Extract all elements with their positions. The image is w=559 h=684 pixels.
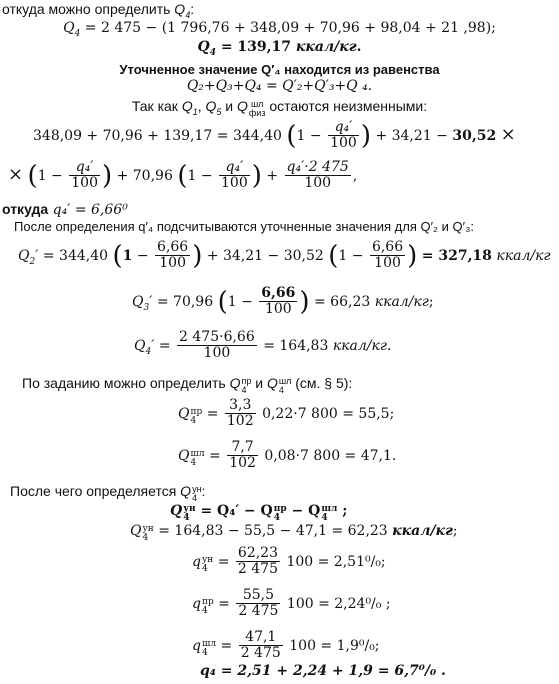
final-equation: q₄ = 2,51 + 2,24 + 1,9 = 6,7⁰/₀ . — [200, 663, 446, 679]
qshl-equation: Q шл 4 = $\frac{7,7}{102}$ 0,08·7 800 = 47,1. — [178, 439, 397, 472]
q4p-equation: $Q_4'$ = $\frac{2 475\cdot 6,66}{100}$ = 164,83 ккал/кг. — [134, 329, 392, 362]
big-equation-line2: × (1 − $\frac{\text{q₄′}}{100}$ ) + 70,96 (1 − $\frac{\text{q₄′}}{100}$ ) + $\frac{\text{q₄′·2 475}}{100}$ , — [8, 159, 358, 192]
qpr-equation: Q пр 4 = $\frac{3,3}{102}$ 0,22·7 800 = 55,5; — [178, 397, 395, 430]
q4p-result: откуда q₄′ = 6,66⁰ — [2, 201, 128, 218]
big-equation-line1: 348,09 + 70,96 + 139,17 = 344,40 (1 − $\frac{\text{q₄′}}{100}$ ) + 34,21 − 30,52 × — [33, 119, 516, 152]
after-text: После определения q′₄ подсчитываются уточненные значения для Q′₂ и Q′₃: — [14, 219, 475, 234]
q2-equation: $Q_2' = 344,40$ (1 − $\frac{6,66}{100}$ ) + 34,21 − 30,52 (1 − $\frac{6,66}{100}$ ) = 327,18 ккал/кг — [18, 239, 551, 272]
qun-calculation: Q ун 4 = 164,83 − 55,5 − 47,1 = 62,23 ккал/кг; — [130, 523, 458, 543]
balance-equation: Q₂+Q₃+Q₄ = Q′₂+Q′₃+Q ₄. — [186, 78, 373, 94]
eq-q4-result: $Q_4 = 139,17$ ккал/кг. — [197, 39, 362, 58]
q3-equation: $Q_3' = 70,96$ (1 − $\frac{6,66}{100}$ ) = 66,23 ккал/кг; — [132, 285, 434, 318]
refined-text: Уточненное значение Q′₄ находится из равенства — [119, 62, 440, 77]
then-text: После чего определяется Q ун 4 : — [10, 483, 206, 503]
eq-q4-calc: $Q_4 = 2$ 475 − (1 796,76 + 348,09 + 70,96 + 98,04 + 21 ,98); — [63, 20, 496, 39]
constants-text: Так как $Q_1$, $Q_5$ и Q шл физ остаются неизменными: — [131, 98, 428, 118]
qun-definition: Q ун 4 = Q₄′ − Q пр 4 − Q шл 4 ; — [170, 503, 348, 523]
qshl-percent: q шл 4 = $\frac{47,1}{2 475}$ 100 = 1,9⁰/₀; — [192, 629, 380, 662]
task-text: По заданию можно определить Q пр 4 и Q шл 4 (см. § 5): — [22, 375, 353, 395]
qun-percent: q ун 4 = $\frac{62,23}{2 475}$ 100 = 2,51⁰/₀; — [192, 545, 386, 578]
intro-line: откуда можно определить $Q_4$: — [2, 1, 195, 20]
qpr-percent: q пр 4 = $\frac{55,5}{2 475}$ 100 = 2,24⁰/₀ ; — [192, 587, 391, 620]
